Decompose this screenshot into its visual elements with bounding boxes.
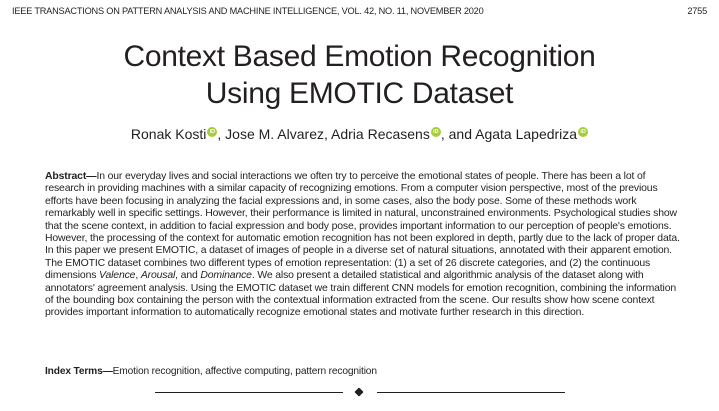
abstract-dash: — xyxy=(86,171,97,182)
author-name: Ronak Kosti xyxy=(130,126,207,142)
orcid-icon[interactable]: iD xyxy=(578,127,588,137)
divider-line-right xyxy=(377,392,565,393)
author-separator: , xyxy=(217,126,226,142)
author-separator: , and xyxy=(440,126,476,142)
author-name: Adria Recasens xyxy=(331,126,430,142)
journal-citation: IEEE TRANSACTIONS ON PATTERN ANALYSIS AND MACHINE INTELLIGENCE, VOL. 42, NO. 11, NOVEMBER 2020 xyxy=(12,6,484,16)
author-name: Jose M. Alvarez xyxy=(225,126,324,142)
abstract-italic-arousal: Arousal xyxy=(140,270,176,282)
index-terms-dash: — xyxy=(102,366,113,377)
divider-line-left xyxy=(155,392,343,393)
abstract-sep: , and xyxy=(175,270,201,282)
diamond-ornament-icon xyxy=(354,387,363,396)
index-terms-label: Index Terms xyxy=(45,366,103,377)
abstract xyxy=(45,171,685,320)
author-list xyxy=(0,126,719,142)
page-number: 2755 xyxy=(687,6,707,16)
abstract-sep: , xyxy=(135,270,141,282)
index-terms-list: Emotion recognition, affective computing, pattern recognition xyxy=(112,366,377,377)
abstract-label: Abstract xyxy=(45,171,87,182)
running-header xyxy=(12,6,707,16)
section-divider xyxy=(0,386,719,400)
abstract-text-2: . We also present a detailed statistical and algorithmic analysis of the dataset along with annotators' agreement analysis. Using the EMOTIC dataset we train different CNN models for emotion recognition, combining the information of the bounding box containing the person with the contextual information extracted from the scene. Our results show how scene context provides important information to automatically recognize emotional states and motivate further research in this direction. xyxy=(45,270,677,319)
title-line-2: Using EMOTIC Dataset xyxy=(205,77,514,110)
abstract-italic-valence: Valence xyxy=(99,270,136,282)
author-separator: , xyxy=(324,126,332,142)
abstract-italic-dominance: Dominance xyxy=(200,270,252,282)
abstract-text-1: In our everyday lives and social interactions we often try to perceive the emotional states of people. There has been a lot of research in providing machines with a similar capacity of recognizing emotions. From a computer vision perspective, most of the previous efforts have been focusing in analyzing the facial expressions and, in some cases, also the body pose. Some of these methods work remarkably well in specific settings. However, their performance is limited in natural, unconstrained environments. Psychological studies show that the scene context, in addition to facial expression and body pose, provides important information to our perception of people's emotions. However, the processing of the context for automatic emotion recognition has not been explored in depth, partly due to the lack of proper data. In this paper we present EMOTIC, a dataset of images of people in a diverse set of natural situations, annotated with their apparent emotion. The EMOTIC dataset combines two different types of emotion representation: (1) a set of 26 discrete categories, and (2) the continuous dimensions xyxy=(45,171,680,282)
index-terms xyxy=(45,366,377,377)
author-name: Agata Lapedriza xyxy=(475,126,578,142)
orcid-icon[interactable]: iD xyxy=(207,127,217,137)
title-line-1: Context Based Emotion Recognition xyxy=(123,40,596,73)
orcid-icon[interactable]: iD xyxy=(431,127,441,137)
paper-title xyxy=(0,38,719,112)
